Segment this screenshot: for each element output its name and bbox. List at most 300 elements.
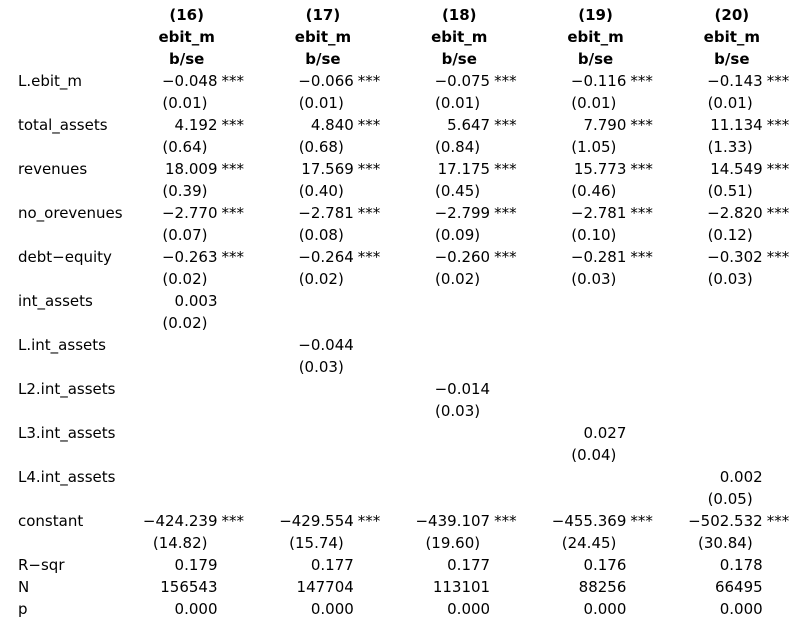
coef-cell (402, 158, 538, 180)
se-cell (130, 92, 266, 114)
coef-row (0, 114, 811, 136)
stat-cell (402, 576, 538, 598)
coefficient-value: 15.773 (573, 160, 627, 178)
se-cell (130, 400, 266, 422)
variable-label: L.int_assets (18, 336, 106, 354)
coef-cell (538, 422, 674, 444)
coef-row (0, 378, 811, 400)
coef-cell (675, 246, 811, 268)
se-label-blank (0, 488, 130, 510)
se-cell (402, 532, 538, 554)
se-row (0, 356, 811, 378)
coefficient-value: −0.264 (298, 248, 354, 266)
variable-label: no_orevenues (18, 204, 123, 222)
se-cell (266, 488, 402, 510)
variable-label: int_assets (18, 292, 93, 310)
stat-value: 0.177 (310, 556, 354, 574)
se-cell (266, 312, 402, 334)
stat-cell (538, 554, 674, 576)
standard-error: (0.01) (298, 94, 344, 112)
standard-error: (0.46) (571, 182, 617, 200)
coef-cell (266, 202, 402, 224)
coef-row (0, 158, 811, 180)
coef-cell (675, 466, 811, 488)
significance-stars: *** (357, 116, 381, 134)
coef-cell (675, 510, 811, 532)
coef-cell (130, 466, 266, 488)
coef-cell (538, 510, 674, 532)
se-cell (402, 400, 538, 422)
stat-label: R−sqr (18, 556, 65, 574)
coef-cell (538, 202, 674, 224)
variable-label: L4.int_assets (18, 468, 116, 486)
significance-stars: *** (221, 248, 244, 266)
coefficient-value: −2.820 (707, 204, 763, 222)
variable-label: total_assets (18, 116, 108, 134)
variable-label: L2.int_assets (18, 380, 116, 398)
significance-stars: *** (766, 116, 790, 134)
significance-stars: *** (221, 160, 244, 178)
coefficient-value: −0.075 (434, 72, 491, 90)
se-cell (538, 268, 674, 290)
se-cell (675, 356, 811, 378)
se-cell (266, 268, 402, 290)
significance-stars: *** (630, 72, 653, 90)
coefficient-value: 0.002 (719, 468, 763, 486)
coef-row (0, 70, 811, 92)
coefficient-value: −439.107 (415, 512, 491, 530)
stat-cell (675, 554, 811, 576)
stat-value: 0.000 (583, 600, 627, 618)
coef-cell (130, 510, 266, 532)
coef-cell (402, 378, 538, 400)
se-cell (402, 136, 538, 158)
standard-error: (0.02) (162, 270, 208, 288)
stat-row (0, 554, 811, 576)
stat-cell (130, 598, 266, 620)
se-label-blank (0, 444, 130, 466)
se-cell (675, 400, 811, 422)
stat-value: 0.176 (583, 556, 627, 574)
standard-error: (0.03) (571, 270, 617, 288)
se-row (0, 268, 811, 290)
se-cell (130, 488, 266, 510)
stat-cell (266, 554, 402, 576)
header-label-blank (0, 26, 130, 48)
significance-stars: *** (494, 512, 517, 530)
se-cell (675, 312, 811, 334)
coef-cell (130, 334, 266, 356)
standard-error: (0.39) (162, 182, 208, 200)
column-header-dep: ebit_m (158, 28, 215, 46)
se-label-blank (0, 356, 130, 378)
coef-cell (130, 70, 266, 92)
column-header-num: (17) (305, 6, 341, 24)
se-cell (130, 268, 266, 290)
se-cell (538, 532, 674, 554)
coef-row (0, 202, 811, 224)
se-cell (266, 180, 402, 202)
coef-row (0, 510, 811, 532)
coef-cell (675, 290, 811, 312)
coef-cell (538, 290, 674, 312)
significance-stars: *** (494, 204, 517, 222)
column-header-dep: ebit_m (431, 28, 488, 46)
stat-label: N (18, 578, 30, 596)
coefficient-value: −0.014 (434, 380, 491, 398)
coef-cell (130, 246, 266, 268)
se-label-blank (0, 268, 130, 290)
regression-table (0, 4, 811, 620)
coefficient-value: −2.799 (434, 204, 491, 222)
se-label-blank (0, 224, 130, 246)
se-cell (130, 224, 266, 246)
significance-stars: *** (630, 204, 653, 222)
stat-cell (675, 598, 811, 620)
significance-stars: *** (766, 204, 790, 222)
se-cell (675, 532, 811, 554)
standard-error: (0.40) (298, 182, 344, 200)
standard-error: (0.01) (707, 94, 753, 112)
header-row-dep (0, 26, 811, 48)
se-row (0, 136, 811, 158)
coefficient-value: −429.554 (279, 512, 354, 530)
coef-cell (130, 422, 266, 444)
se-cell (538, 488, 674, 510)
se-cell (538, 400, 674, 422)
se-cell (130, 532, 266, 554)
column-header-stat: b/se (168, 50, 205, 68)
se-cell (402, 356, 538, 378)
significance-stars: *** (494, 116, 517, 134)
se-cell (675, 444, 811, 466)
coef-cell (266, 246, 402, 268)
coef-cell (266, 334, 402, 356)
se-cell (266, 356, 402, 378)
coefficient-value: 17.569 (301, 160, 354, 178)
stat-cell (130, 554, 266, 576)
standard-error: (1.33) (707, 138, 753, 156)
variable-label: revenues (18, 160, 88, 178)
standard-error: (0.45) (434, 182, 481, 200)
se-row (0, 92, 811, 114)
coef-row (0, 334, 811, 356)
coef-cell (538, 334, 674, 356)
se-row (0, 312, 811, 334)
coefficient-value: 4.192 (174, 116, 218, 134)
coef-cell (402, 114, 538, 136)
coef-cell (130, 202, 266, 224)
coef-row (0, 466, 811, 488)
standard-error: (0.02) (162, 314, 208, 332)
coefficient-value: −424.239 (142, 512, 218, 530)
standard-error: (0.03) (434, 402, 481, 420)
stat-value: 0.000 (174, 600, 218, 618)
coef-cell (538, 158, 674, 180)
coefficient-value: 0.027 (583, 424, 627, 442)
coef-row (0, 290, 811, 312)
variable-label: debt−equity (18, 248, 112, 266)
se-cell (402, 312, 538, 334)
coefficient-value: −0.143 (707, 72, 763, 90)
standard-error: (0.64) (162, 138, 208, 156)
coef-cell (266, 290, 402, 312)
se-cell (538, 180, 674, 202)
significance-stars: *** (357, 160, 381, 178)
coef-cell (675, 70, 811, 92)
se-cell (266, 136, 402, 158)
header-row-stat (0, 48, 811, 70)
significance-stars: *** (630, 160, 653, 178)
coefficient-value: −2.781 (298, 204, 354, 222)
standard-error: (0.51) (707, 182, 753, 200)
coef-cell (402, 246, 538, 268)
column-header-stat: b/se (577, 50, 614, 68)
significance-stars: *** (766, 512, 790, 530)
standard-error: (0.84) (434, 138, 481, 156)
coefficient-value: −455.369 (551, 512, 627, 530)
se-cell (675, 488, 811, 510)
coef-cell (402, 510, 538, 532)
significance-stars: *** (494, 248, 517, 266)
se-row (0, 224, 811, 246)
stat-cell (538, 598, 674, 620)
standard-error: (0.10) (571, 226, 617, 244)
standard-error: (1.05) (571, 138, 617, 156)
column-header-stat: b/se (305, 50, 341, 68)
se-cell (675, 224, 811, 246)
coefficient-value: −0.281 (570, 248, 627, 266)
se-cell (402, 444, 538, 466)
standard-error: (14.82) (152, 534, 208, 552)
se-cell (538, 356, 674, 378)
coef-cell (130, 378, 266, 400)
coefficient-value: −0.116 (570, 72, 627, 90)
coef-cell (675, 202, 811, 224)
stat-label: p (18, 600, 28, 618)
coef-row (0, 422, 811, 444)
coefficient-value: −0.260 (434, 248, 491, 266)
se-cell (266, 92, 402, 114)
standard-error: (0.01) (571, 94, 617, 112)
standard-error: (0.68) (298, 138, 344, 156)
column-header-num: (19) (578, 6, 613, 24)
se-cell (675, 92, 811, 114)
coef-cell (538, 246, 674, 268)
standard-error: (15.74) (289, 534, 344, 552)
variable-label: constant (18, 512, 84, 530)
header-row-num (0, 4, 811, 26)
stat-cell (675, 576, 811, 598)
se-row (0, 180, 811, 202)
coef-cell (266, 466, 402, 488)
coef-cell (402, 202, 538, 224)
stat-value: 113101 (432, 578, 491, 596)
standard-error: (0.09) (434, 226, 481, 244)
se-cell (538, 136, 674, 158)
se-cell (266, 400, 402, 422)
significance-stars: *** (221, 204, 244, 222)
se-cell (675, 136, 811, 158)
se-label-blank (0, 180, 130, 202)
significance-stars: *** (766, 248, 790, 266)
significance-stars: *** (357, 204, 381, 222)
se-cell (130, 136, 266, 158)
standard-error: (0.01) (162, 94, 208, 112)
se-cell (130, 312, 266, 334)
coef-cell (675, 378, 811, 400)
se-label-blank (0, 136, 130, 158)
standard-error: (0.01) (434, 94, 481, 112)
coefficient-value: −0.048 (161, 72, 218, 90)
se-label-blank (0, 92, 130, 114)
significance-stars: *** (494, 72, 517, 90)
stat-value: 0.178 (719, 556, 763, 574)
se-cell (538, 444, 674, 466)
coefficient-value: 14.549 (710, 160, 763, 178)
header-label-blank (0, 4, 130, 26)
significance-stars: *** (221, 72, 244, 90)
coefficient-value: 11.134 (710, 116, 763, 134)
standard-error: (0.07) (162, 226, 208, 244)
coef-cell (266, 158, 402, 180)
coef-row (0, 246, 811, 268)
coefficient-value: 18.009 (165, 160, 218, 178)
coef-cell (266, 70, 402, 92)
column-header-num: (18) (441, 6, 477, 24)
standard-error: (30.84) (698, 534, 753, 552)
se-cell (266, 444, 402, 466)
significance-stars: *** (357, 512, 381, 530)
stat-cell (402, 554, 538, 576)
stat-cell (130, 576, 266, 598)
stat-value: 0.000 (447, 600, 491, 618)
stat-row (0, 576, 811, 598)
significance-stars: *** (766, 160, 790, 178)
significance-stars: *** (221, 512, 244, 530)
coefficient-value: 5.647 (447, 116, 491, 134)
se-cell (675, 268, 811, 290)
significance-stars: *** (630, 248, 653, 266)
se-cell (402, 224, 538, 246)
stat-value: 66495 (714, 578, 763, 596)
se-cell (402, 92, 538, 114)
coef-cell (675, 422, 811, 444)
coef-cell (538, 114, 674, 136)
significance-stars: *** (221, 116, 244, 134)
se-row (0, 488, 811, 510)
coef-cell (538, 378, 674, 400)
se-label-blank (0, 312, 130, 334)
stat-value: 0.177 (447, 556, 491, 574)
se-row (0, 444, 811, 466)
coefficient-value: 4.840 (310, 116, 354, 134)
header-label-blank (0, 48, 130, 70)
se-cell (538, 92, 674, 114)
column-header-dep: ebit_m (294, 28, 352, 46)
coefficient-value: −2.781 (570, 204, 627, 222)
column-header-dep: ebit_m (567, 28, 624, 46)
standard-error: (0.08) (298, 226, 344, 244)
coef-cell (675, 114, 811, 136)
se-cell (538, 224, 674, 246)
coefficient-value: −0.066 (298, 72, 354, 90)
coefficient-value: −2.770 (161, 204, 218, 222)
coefficient-value: 7.790 (583, 116, 627, 134)
coef-cell (402, 422, 538, 444)
stat-value: 0.179 (174, 556, 218, 574)
standard-error: (19.60) (425, 534, 481, 552)
significance-stars: *** (494, 160, 517, 178)
coef-cell (538, 466, 674, 488)
standard-error: (0.05) (707, 490, 753, 508)
stat-cell (538, 576, 674, 598)
stat-value: 156543 (160, 578, 218, 596)
coefficient-value: −0.302 (707, 248, 763, 266)
se-cell (266, 532, 402, 554)
coef-cell (402, 334, 538, 356)
significance-stars: *** (357, 248, 381, 266)
coef-cell (675, 158, 811, 180)
se-cell (130, 444, 266, 466)
coef-cell (266, 114, 402, 136)
coef-cell (402, 466, 538, 488)
coefficient-value: −502.532 (688, 512, 763, 530)
standard-error: (0.02) (298, 270, 344, 288)
standard-error: (0.03) (707, 270, 753, 288)
se-cell (675, 180, 811, 202)
coef-cell (130, 290, 266, 312)
coef-cell (402, 70, 538, 92)
se-cell (402, 180, 538, 202)
coef-cell (130, 158, 266, 180)
column-header-num: (16) (169, 6, 204, 24)
significance-stars: *** (357, 72, 381, 90)
significance-stars: *** (630, 512, 653, 530)
se-cell (130, 180, 266, 202)
standard-error: (0.12) (707, 226, 753, 244)
stat-row (0, 598, 811, 620)
stat-cell (266, 598, 402, 620)
column-header-stat: b/se (441, 50, 477, 68)
variable-label: L3.int_assets (18, 424, 116, 442)
variable-label: L.ebit_m (18, 72, 83, 90)
coef-cell (675, 334, 811, 356)
stat-value: 88256 (578, 578, 627, 596)
se-row (0, 532, 811, 554)
coef-cell (402, 290, 538, 312)
standard-error: (0.03) (298, 358, 344, 376)
significance-stars: *** (766, 72, 790, 90)
stat-value: 0.000 (310, 600, 354, 618)
coefficient-value: −0.044 (298, 336, 354, 354)
column-header-stat: b/se (714, 50, 750, 68)
coef-cell (266, 378, 402, 400)
coef-cell (538, 70, 674, 92)
standard-error: (0.04) (571, 446, 617, 464)
coefficient-value: −0.263 (161, 248, 218, 266)
stat-cell (266, 576, 402, 598)
coefficient-value: 0.003 (174, 292, 218, 310)
se-label-blank (0, 532, 130, 554)
se-label-blank (0, 400, 130, 422)
coef-cell (266, 510, 402, 532)
column-header-dep: ebit_m (703, 28, 761, 46)
coef-cell (266, 422, 402, 444)
se-cell (130, 356, 266, 378)
significance-stars: *** (630, 116, 653, 134)
column-header-num: (20) (714, 6, 750, 24)
